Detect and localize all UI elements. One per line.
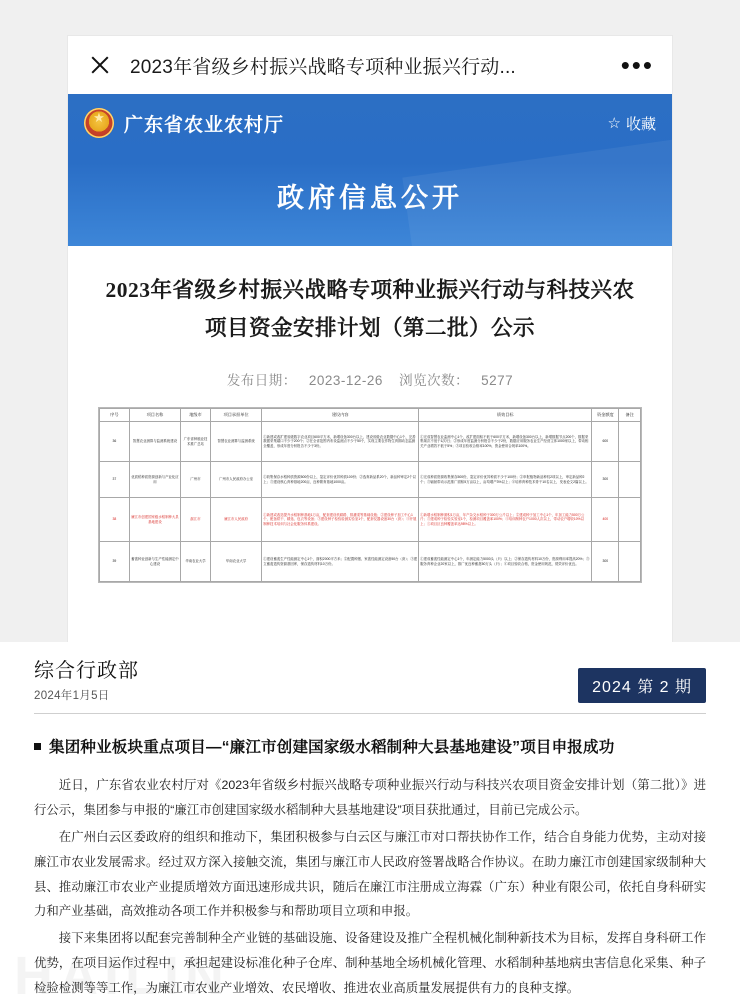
bullet-icon	[34, 743, 41, 750]
document-body	[68, 246, 672, 642]
plan-table	[99, 408, 641, 582]
cell-unit: 华南农业大学	[210, 542, 261, 582]
th-goal: 绩效目标	[419, 409, 592, 422]
close-icon[interactable]	[86, 51, 114, 79]
content-fade	[68, 616, 672, 642]
cell-name: 优质稻种质资源创新与产业化应用	[129, 462, 180, 498]
th-desc: 建设内容	[262, 409, 419, 422]
cell-unit: 廉江市人民政府	[210, 498, 261, 542]
cell-amount: 300	[592, 462, 619, 498]
cell-no: 38	[100, 498, 130, 542]
table-row	[100, 542, 641, 582]
cell-goal: ①新增水稻制种面积1万亩，年产杂交水稻种子300万公斤以上；②建成种子加工中心1个，年加工能力500万公斤；③建成种子检验实验室1个，检测项目覆盖率100%；④培训制种农户1000人次以上，带动农户增收10%以上；⑤项目区良种覆盖率达98%以上。	[419, 498, 592, 542]
gov-banner	[68, 94, 672, 246]
cell-name: 廉江市创建国家级水稻制种大县基地建设	[129, 498, 180, 542]
cell-desc: ①新建或改造提升水稻制种基地1万亩，配套建设机耕路、排灌渠等基础设施；②建设种子加工中心1个，配备烘干、精选、包衣等设备；③建设种子检验检测实验室1个，配套仪器设备30台（套）；④开展制种技术培训与社会化服务体系建设。	[262, 498, 419, 542]
gov-org-name: 广东省农业农村厅	[124, 114, 285, 136]
th-unit: 项目承担单位	[210, 409, 261, 422]
cell-goal: ①完成种质资源收集保存500份，鉴定评价优异种质不少于100份；②申报植物新品种权2项以上，审定新品种2个；③辐射带动示范推广面积5万亩以上，亩均增产3%以上；④培养育种技术骨干10名以上，发表论文2篇以上。	[419, 462, 592, 498]
favorite-button[interactable]	[608, 113, 656, 134]
cell-amount: 300	[592, 542, 619, 582]
cell-city: 广东省种植业技术推广总站	[181, 422, 211, 462]
views-value: 5277	[481, 373, 514, 389]
issue-badge: 2024 第 2 期	[578, 668, 706, 703]
table-row	[100, 462, 641, 498]
publish-date-value: 2023-12-26	[308, 373, 383, 389]
cell-amount: 600	[592, 422, 619, 462]
newsletter-header-left	[34, 654, 578, 703]
department-name: 综合行政部	[34, 660, 139, 682]
cell-remark	[619, 498, 641, 542]
star-icon: ☆	[607, 114, 621, 132]
cell-no: 36	[100, 422, 130, 462]
cell-goal: ①完成智慧农业监测中心1个，改扩建面积不低于600平方米，新增设备300台以上，新增数据节点200个，数据采集频次不低于1次/日；②形成年度监测分析报告不少于2份，数据应用服务农业生产经营主体1000家以上，带动相关产业增效不低于5%；③项目验收合格率100%，资金使用合规率100%。	[419, 422, 592, 462]
document-title: 2023年省级乡村振兴战略专项种业振兴行动与科技兴农项目资金安排计划（第二批）公示	[105, 278, 635, 340]
th-no: 序号	[100, 409, 130, 422]
cell-remark	[619, 542, 641, 582]
table-row	[100, 422, 641, 462]
newsletter	[0, 642, 740, 1001]
table-row-highlighted	[100, 498, 641, 542]
cell-remark	[619, 422, 641, 462]
header-divider	[34, 713, 706, 714]
publish-date-label: 发布日期：	[226, 373, 297, 389]
document-meta	[98, 369, 642, 389]
favorite-label: 收藏	[625, 115, 656, 133]
cell-desc: ①建设畜禽生产性能测定中心1个，面积2000平方米；②配置种猪、家禽性能测定设备50台（套）；③建立畜禽遗传资源基因库，保存遗传材料10万份。	[262, 542, 419, 582]
miniprogram-navbar	[68, 36, 672, 94]
cell-name: 智慧农业测算与监测系统建设	[129, 422, 180, 462]
cell-remark	[619, 462, 641, 498]
cell-unit: 智慧农业测算与监测系统	[210, 422, 261, 462]
article-paragraph: 近日，广东省农业农村厅对《2023年省级乡村振兴战略专项种业振兴行动与科技兴农项目资金安排计划（第二批）》进行公示，集团参与申报的“廉江市创建国家级水稻制种大县基地建设”项目获批通过，目前已完成公示。	[34, 778, 706, 818]
screenshot-frame	[68, 36, 672, 642]
cell-no: 37	[100, 462, 130, 498]
miniprogram-title: 2023年省级乡村振兴战略专项种业振兴行动...	[130, 56, 516, 78]
gov-section-title: 政府信息公开	[277, 183, 463, 213]
newsletter-date: 2024年1月5日	[34, 690, 110, 702]
article-paragraph: 接下来集团将以配套完善制种全产业链的基础设施、设备建设及推广全程机械化制种新技术为目标，发挥自身科研工作优势，在项目运作过程中，承担起建设标准化种子仓库、制种基地全场机械化管理、水稻制种基地病虫害信息化采集、种子检验检测等等工作，为廉江市农业产业增效、农民增收、推进农业高质量发展提供有力的良种支撑。	[34, 931, 706, 995]
cell-city: 湛江市	[181, 498, 211, 542]
newsletter-header	[34, 642, 706, 713]
cell-city: 华南农业大学	[181, 542, 211, 582]
article-paragraph: 在广州白云区委政府的组织和推动下，集团积极参与白云区与廉江市对口帮扶协作工作，结合自身能力优势，主动对接廉江市农业发展需求。经过双方深入接触交流，集团与廉江市人民政府签署战略合作协议。在助力廉江市创建国家级制种大县、推动廉江市农业产业提质增效方面迅速形成共识，随后在廉江市注册成立海霖（广东）种业有限公司，依托自身科研实力和产业基础，高效推动各项工作并积极参与和帮助项目立项和申报。	[34, 829, 706, 919]
th-name: 项目名称	[129, 409, 180, 422]
cell-unit: 广州市人民政府办公室	[210, 462, 261, 498]
more-dots-icon[interactable]: •••	[620, 50, 654, 80]
th-city: 地级市	[181, 409, 211, 422]
table-header-row	[100, 409, 641, 422]
views-label: 浏览次数：	[399, 373, 470, 389]
national-emblem-icon	[84, 108, 114, 138]
plan-table-wrapper	[98, 407, 642, 583]
cell-goal: ①建成畜禽性能测定中心1个，年测定能力5000头（只）以上；②保存遗传材料10万份，资源利用率提高20%；③服务育种企业20家以上，推广优良种畜禽50万头（只）；④项目验收合格，资金使用规范，绩效评价优良。	[419, 542, 592, 582]
cell-desc: ①新建或改扩建省级数字农业项目600平方米，新增设备300台以上，建设省级农业数据中心1个，完善数据采集端口不少于200个；②在全省范围内布设监测点不少于50个，实现主要农作物生育期动态监测全覆盖，形成年度分析报告不少于3份。	[262, 422, 419, 462]
article-headline-text: 集团种业板块重点项目—“廉江市创建国家级水稻制种大县基地建设”项目申报成功	[49, 739, 615, 756]
cell-no: 39	[100, 542, 130, 582]
th-remark: 备注	[619, 409, 641, 422]
article-headline	[34, 736, 706, 759]
gov-header-row	[68, 94, 672, 138]
cell-name: 畜禽种业创新与生产性能测定中心建设	[129, 542, 180, 582]
th-amount: 资金额度	[592, 409, 619, 422]
cell-city: 广州市	[181, 462, 211, 498]
cell-amount: 400	[592, 498, 619, 542]
cell-desc: ①收集保存水稻种质资源500份以上，鉴定评价优异种质100份；②选育新品系20个，新品种审定2个以上；③建设核心育种基地200亩，良种繁育基地1000亩。	[262, 462, 419, 498]
